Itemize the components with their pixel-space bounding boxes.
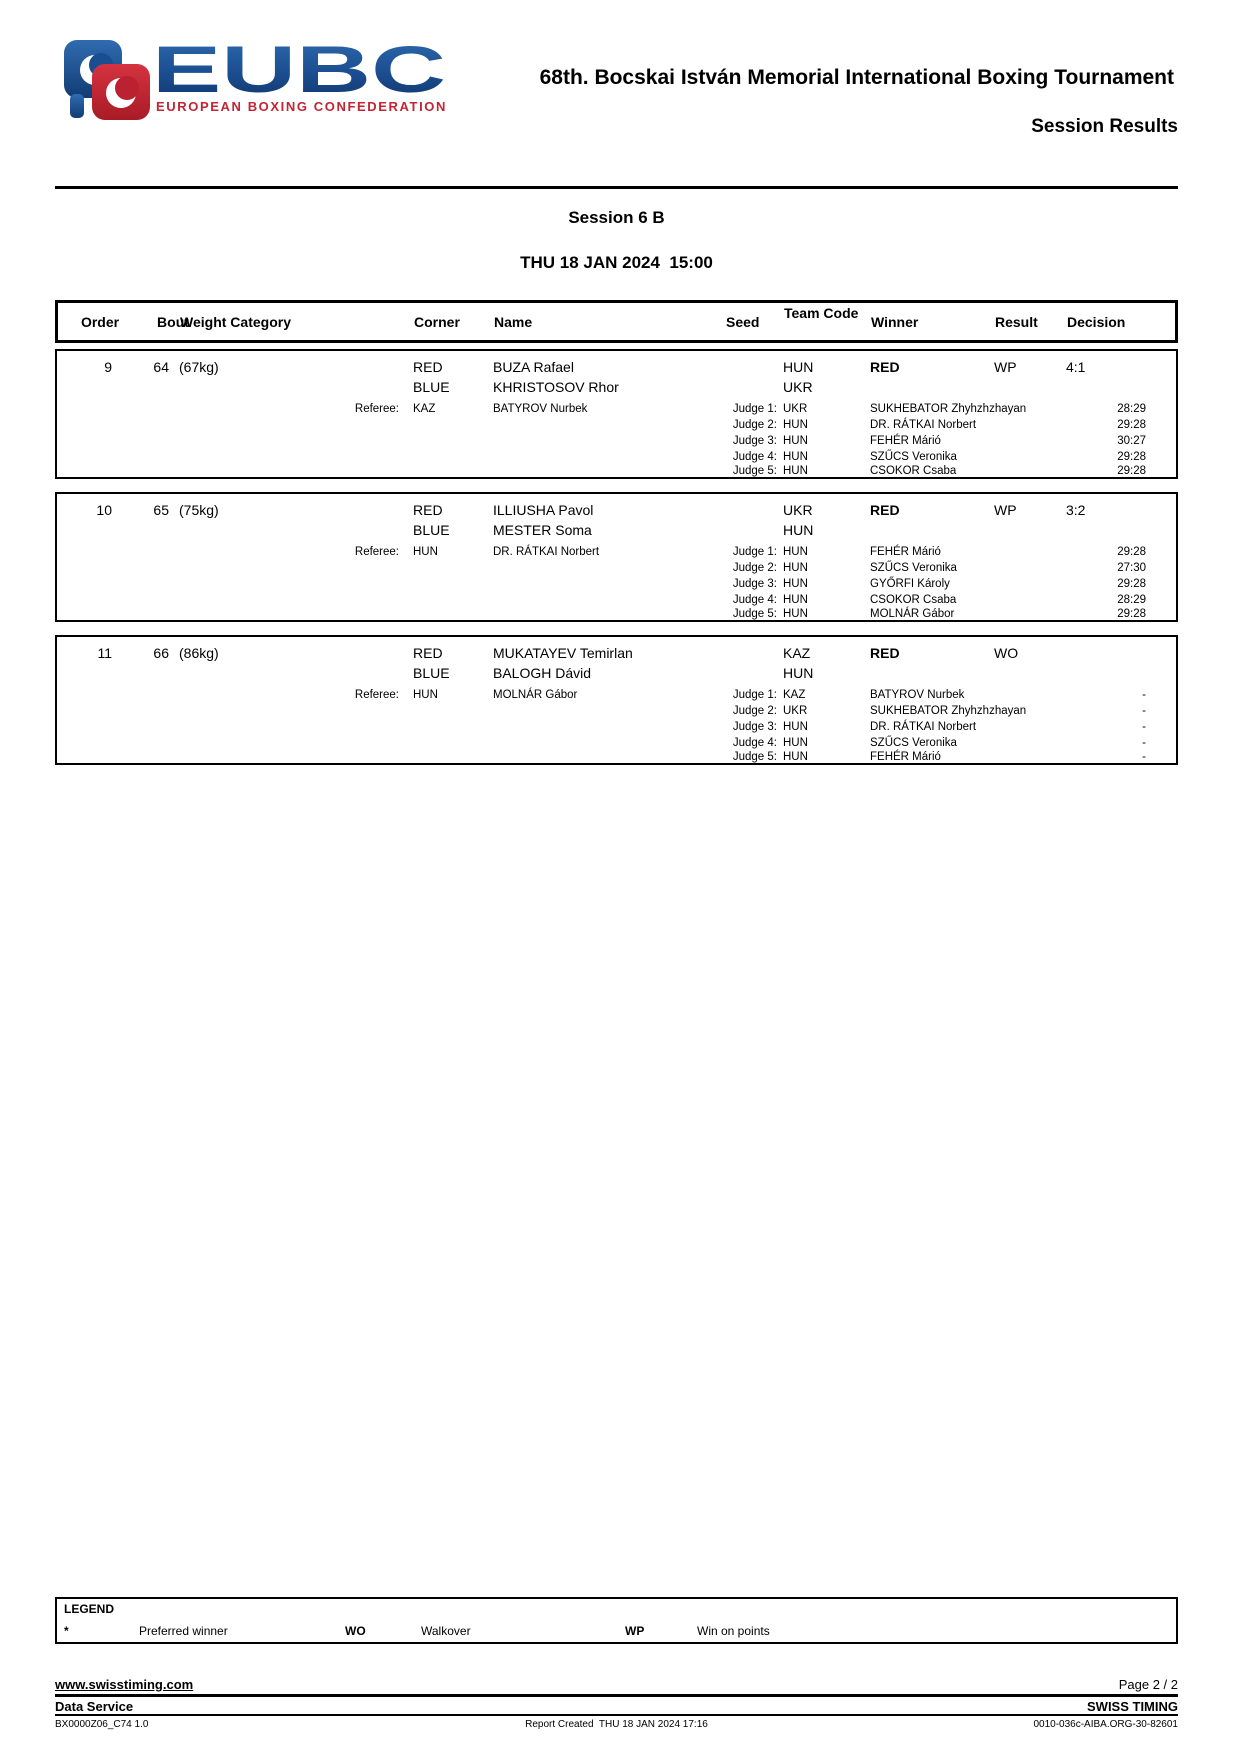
officials-row [57, 705, 1176, 720]
swisstiming-link[interactable]: www.swisstiming.com [55, 1677, 194, 1692]
fighter-name-red: ILLIUSHA Pavol [493, 502, 594, 518]
header-divider [55, 186, 1178, 189]
judge-name: FEHÉR Márió [870, 435, 941, 447]
red-corner-row [57, 359, 1176, 377]
judge-score: 30:27 [1117, 435, 1146, 447]
referee-label: Referee: [354, 546, 399, 558]
weight-category: (75kg) [179, 502, 219, 518]
blue-corner-row [57, 522, 1176, 540]
legend-box [55, 1597, 1178, 1644]
judge-label: Judge 4: [732, 451, 777, 463]
referee-name: MOLNÁR Gábor [493, 689, 578, 701]
legend-abbr: WP [625, 1624, 645, 1638]
team-code-blue: HUN [783, 665, 814, 681]
corner-label-red: RED [413, 645, 443, 661]
judge-label: Judge 5: [732, 465, 777, 477]
bout-row [55, 349, 1178, 479]
judge-score: - [1142, 751, 1146, 763]
judge-team-code: HUN [783, 419, 808, 431]
judge-name: BATYROV Nurbek [870, 689, 965, 701]
officials-row [57, 562, 1176, 577]
decision-value: 3:2 [1066, 502, 1086, 518]
judge-score: 29:28 [1117, 578, 1146, 590]
officials-row [57, 403, 1176, 418]
judge-team-code: KAZ [783, 689, 806, 701]
officials-row [57, 546, 1176, 561]
judge-label: Judge 2: [732, 562, 777, 574]
judge-score: 27:30 [1117, 562, 1146, 574]
bout-row [55, 492, 1178, 622]
column-header-corner: Corner [414, 314, 460, 330]
judge-label: Judge 5: [732, 751, 777, 763]
order-number: 10 [96, 502, 112, 518]
result-value: WP [994, 359, 1017, 375]
result-value: WO [994, 645, 1019, 661]
judge-label: Judge 5: [732, 608, 777, 620]
officials-row [57, 689, 1176, 704]
referee-team-code: KAZ [413, 403, 436, 415]
officials-row [57, 721, 1176, 736]
judge-name: MOLNÁR Gábor [870, 608, 955, 620]
judge-team-code: HUN [783, 435, 808, 447]
team-code-red: UKR [783, 502, 813, 518]
officials-row [57, 435, 1176, 450]
judge-score: 29:28 [1117, 419, 1146, 431]
judge-team-code: HUN [783, 546, 808, 558]
svg-text:EUBC: EUBC [152, 36, 446, 102]
column-header-team-code: Team Code [784, 305, 859, 321]
judge-name: FEHÉR Márió [870, 546, 941, 558]
judge-score: - [1142, 721, 1146, 733]
judge-name: SZŰCS Veronika [870, 737, 957, 749]
red-corner-row [57, 645, 1176, 663]
winner-value: RED [870, 502, 900, 518]
corner-label-blue: BLUE [413, 522, 450, 538]
fighter-name-blue: MESTER Soma [493, 522, 592, 538]
officials-row [57, 751, 1176, 766]
eubc-logo-wordmark [150, 36, 450, 102]
fighter-name-red: MUKATAYEV Temirlan [493, 645, 633, 661]
judge-name: SZŰCS Veronika [870, 562, 957, 574]
team-code-blue: HUN [783, 522, 814, 538]
red-corner-row [57, 502, 1176, 520]
document-subtitle: Session Results [1031, 116, 1178, 137]
winner-value: RED [870, 645, 900, 661]
column-header-order: Order [80, 314, 120, 330]
judge-label: Judge 4: [732, 737, 777, 749]
blue-corner-row [57, 665, 1176, 683]
referee-label: Referee: [354, 403, 399, 415]
bout-row [55, 635, 1178, 765]
legend-abbr: WO [345, 1624, 366, 1638]
judge-team-code: HUN [783, 562, 808, 574]
judge-team-code: HUN [783, 737, 808, 749]
swiss-timing-label: SWISS TIMING [1087, 1699, 1178, 1714]
referee-team-code: HUN [413, 689, 438, 701]
judge-score: 29:28 [1117, 465, 1146, 477]
judge-team-code: UKR [783, 403, 808, 415]
order-number: 9 [104, 359, 112, 375]
legend-label: Walkover [421, 1624, 471, 1638]
referee-label: Referee: [354, 689, 399, 701]
team-code-blue: UKR [783, 379, 813, 395]
data-service-label: Data Service [55, 1699, 134, 1714]
judge-score: - [1142, 689, 1146, 701]
results-table-header [55, 300, 1178, 343]
order-number: 11 [97, 645, 112, 661]
judge-label: Judge 1: [732, 546, 777, 558]
judge-team-code: HUN [783, 721, 808, 733]
bout-number: 66 [153, 645, 169, 661]
judge-team-code: HUN [783, 751, 808, 763]
officials-row [57, 465, 1176, 480]
fighter-name-blue: BALOGH Dávid [493, 665, 592, 681]
session-datetime: THU 18 JAN 2024 15:00 [520, 253, 713, 272]
judge-label: Judge 1: [732, 403, 777, 415]
report-code: BX0000Z06_C74 1.0 [55, 1719, 149, 1730]
judge-score: 28:29 [1117, 403, 1146, 415]
blue-corner-row [57, 379, 1176, 397]
column-header-decision: Decision [1067, 314, 1126, 330]
judge-label: Judge 2: [732, 705, 777, 717]
judge-score: - [1142, 737, 1146, 749]
judge-score: - [1142, 705, 1146, 717]
footer-divider [55, 1694, 1178, 1697]
officials-row [57, 578, 1176, 593]
judge-team-code: HUN [783, 594, 808, 606]
column-header-bout: Bout [157, 314, 189, 330]
document-code: 0010-036c-AIBA.ORG-30-82601 [1033, 1719, 1178, 1730]
referee-name: DR. RÁTKAI Norbert [493, 546, 600, 558]
officials-row [57, 594, 1176, 609]
report-created-timestamp: Report Created THU 18 JAN 2024 17:16 [525, 1719, 708, 1730]
judge-score: 28:29 [1117, 594, 1146, 606]
legend-abbr: * [64, 1624, 69, 1638]
judge-name: CSOKOR Csaba [870, 594, 957, 606]
eubc-logo-subtext: EUROPEAN BOXING CONFEDERATION [156, 99, 448, 114]
legend-label: Preferred winner [139, 1624, 228, 1638]
bout-number: 64 [153, 359, 169, 375]
column-header-seed: Seed [726, 314, 760, 330]
officials-row [57, 419, 1176, 434]
judge-name: FEHÉR Márió [870, 751, 941, 763]
judge-name: CSOKOR Csaba [870, 465, 957, 477]
referee-team-code: HUN [413, 546, 438, 558]
judge-team-code: HUN [783, 578, 808, 590]
footer-divider [55, 1714, 1178, 1716]
judge-score: 29:28 [1117, 546, 1146, 558]
session-name: Session 6 B [568, 208, 665, 227]
corner-label-blue: BLUE [413, 379, 450, 395]
judge-name: DR. RÁTKAI Norbert [870, 721, 977, 733]
judge-label: Judge 3: [732, 435, 777, 447]
column-header-result: Result [995, 314, 1038, 330]
eubc-glove-logo-icon [62, 38, 154, 122]
corner-label-red: RED [413, 359, 443, 375]
judge-team-code: UKR [783, 705, 808, 717]
column-header-winner: Winner [871, 314, 919, 330]
judge-label: Judge 4: [732, 594, 777, 606]
fighter-name-blue: KHRISTOSOV Rhor [493, 379, 619, 395]
judge-name: SZŰCS Veronika [870, 451, 957, 463]
bout-number: 65 [153, 502, 169, 518]
judge-score: 29:28 [1117, 608, 1146, 620]
result-value: WP [994, 502, 1017, 518]
referee-name: BATYROV Nurbek [493, 403, 588, 415]
judge-label: Judge 3: [732, 578, 777, 590]
judge-label: Judge 3: [732, 721, 777, 733]
legend-title: LEGEND [64, 1602, 115, 1616]
officials-row [57, 737, 1176, 752]
judge-label: Judge 1: [732, 689, 777, 701]
page-number: Page 2 / 2 [1118, 1677, 1178, 1692]
corner-label-blue: BLUE [413, 665, 450, 681]
officials-row [57, 608, 1176, 623]
judge-name: DR. RÁTKAI Norbert [870, 419, 977, 431]
officials-row [57, 451, 1176, 466]
column-header-name: Name [494, 314, 533, 330]
judge-team-code: HUN [783, 465, 808, 477]
column-header-weight: Weight Category [180, 314, 291, 330]
judge-name: SUKHEBATOR Zhyhzhzhayan [870, 403, 1027, 415]
corner-label-red: RED [413, 502, 443, 518]
judge-name: SUKHEBATOR Zhyhzhzhayan [870, 705, 1027, 717]
judge-name: GYŐRFI Károly [870, 578, 950, 590]
team-code-red: KAZ [783, 645, 811, 661]
judge-score: 29:28 [1117, 451, 1146, 463]
winner-value: RED [870, 359, 900, 375]
legend-label: Win on points [697, 1624, 770, 1638]
weight-category: (86kg) [179, 645, 219, 661]
judge-team-code: HUN [783, 451, 808, 463]
fighter-name-red: BUZA Rafael [493, 359, 574, 375]
judge-team-code: HUN [783, 608, 808, 620]
team-code-red: HUN [783, 359, 814, 375]
weight-category: (67kg) [179, 359, 219, 375]
document-title: 68th. Bocskai István Memorial International Boxing Tournament [539, 66, 1174, 89]
decision-value: 4:1 [1066, 359, 1086, 375]
judge-label: Judge 2: [732, 419, 777, 431]
